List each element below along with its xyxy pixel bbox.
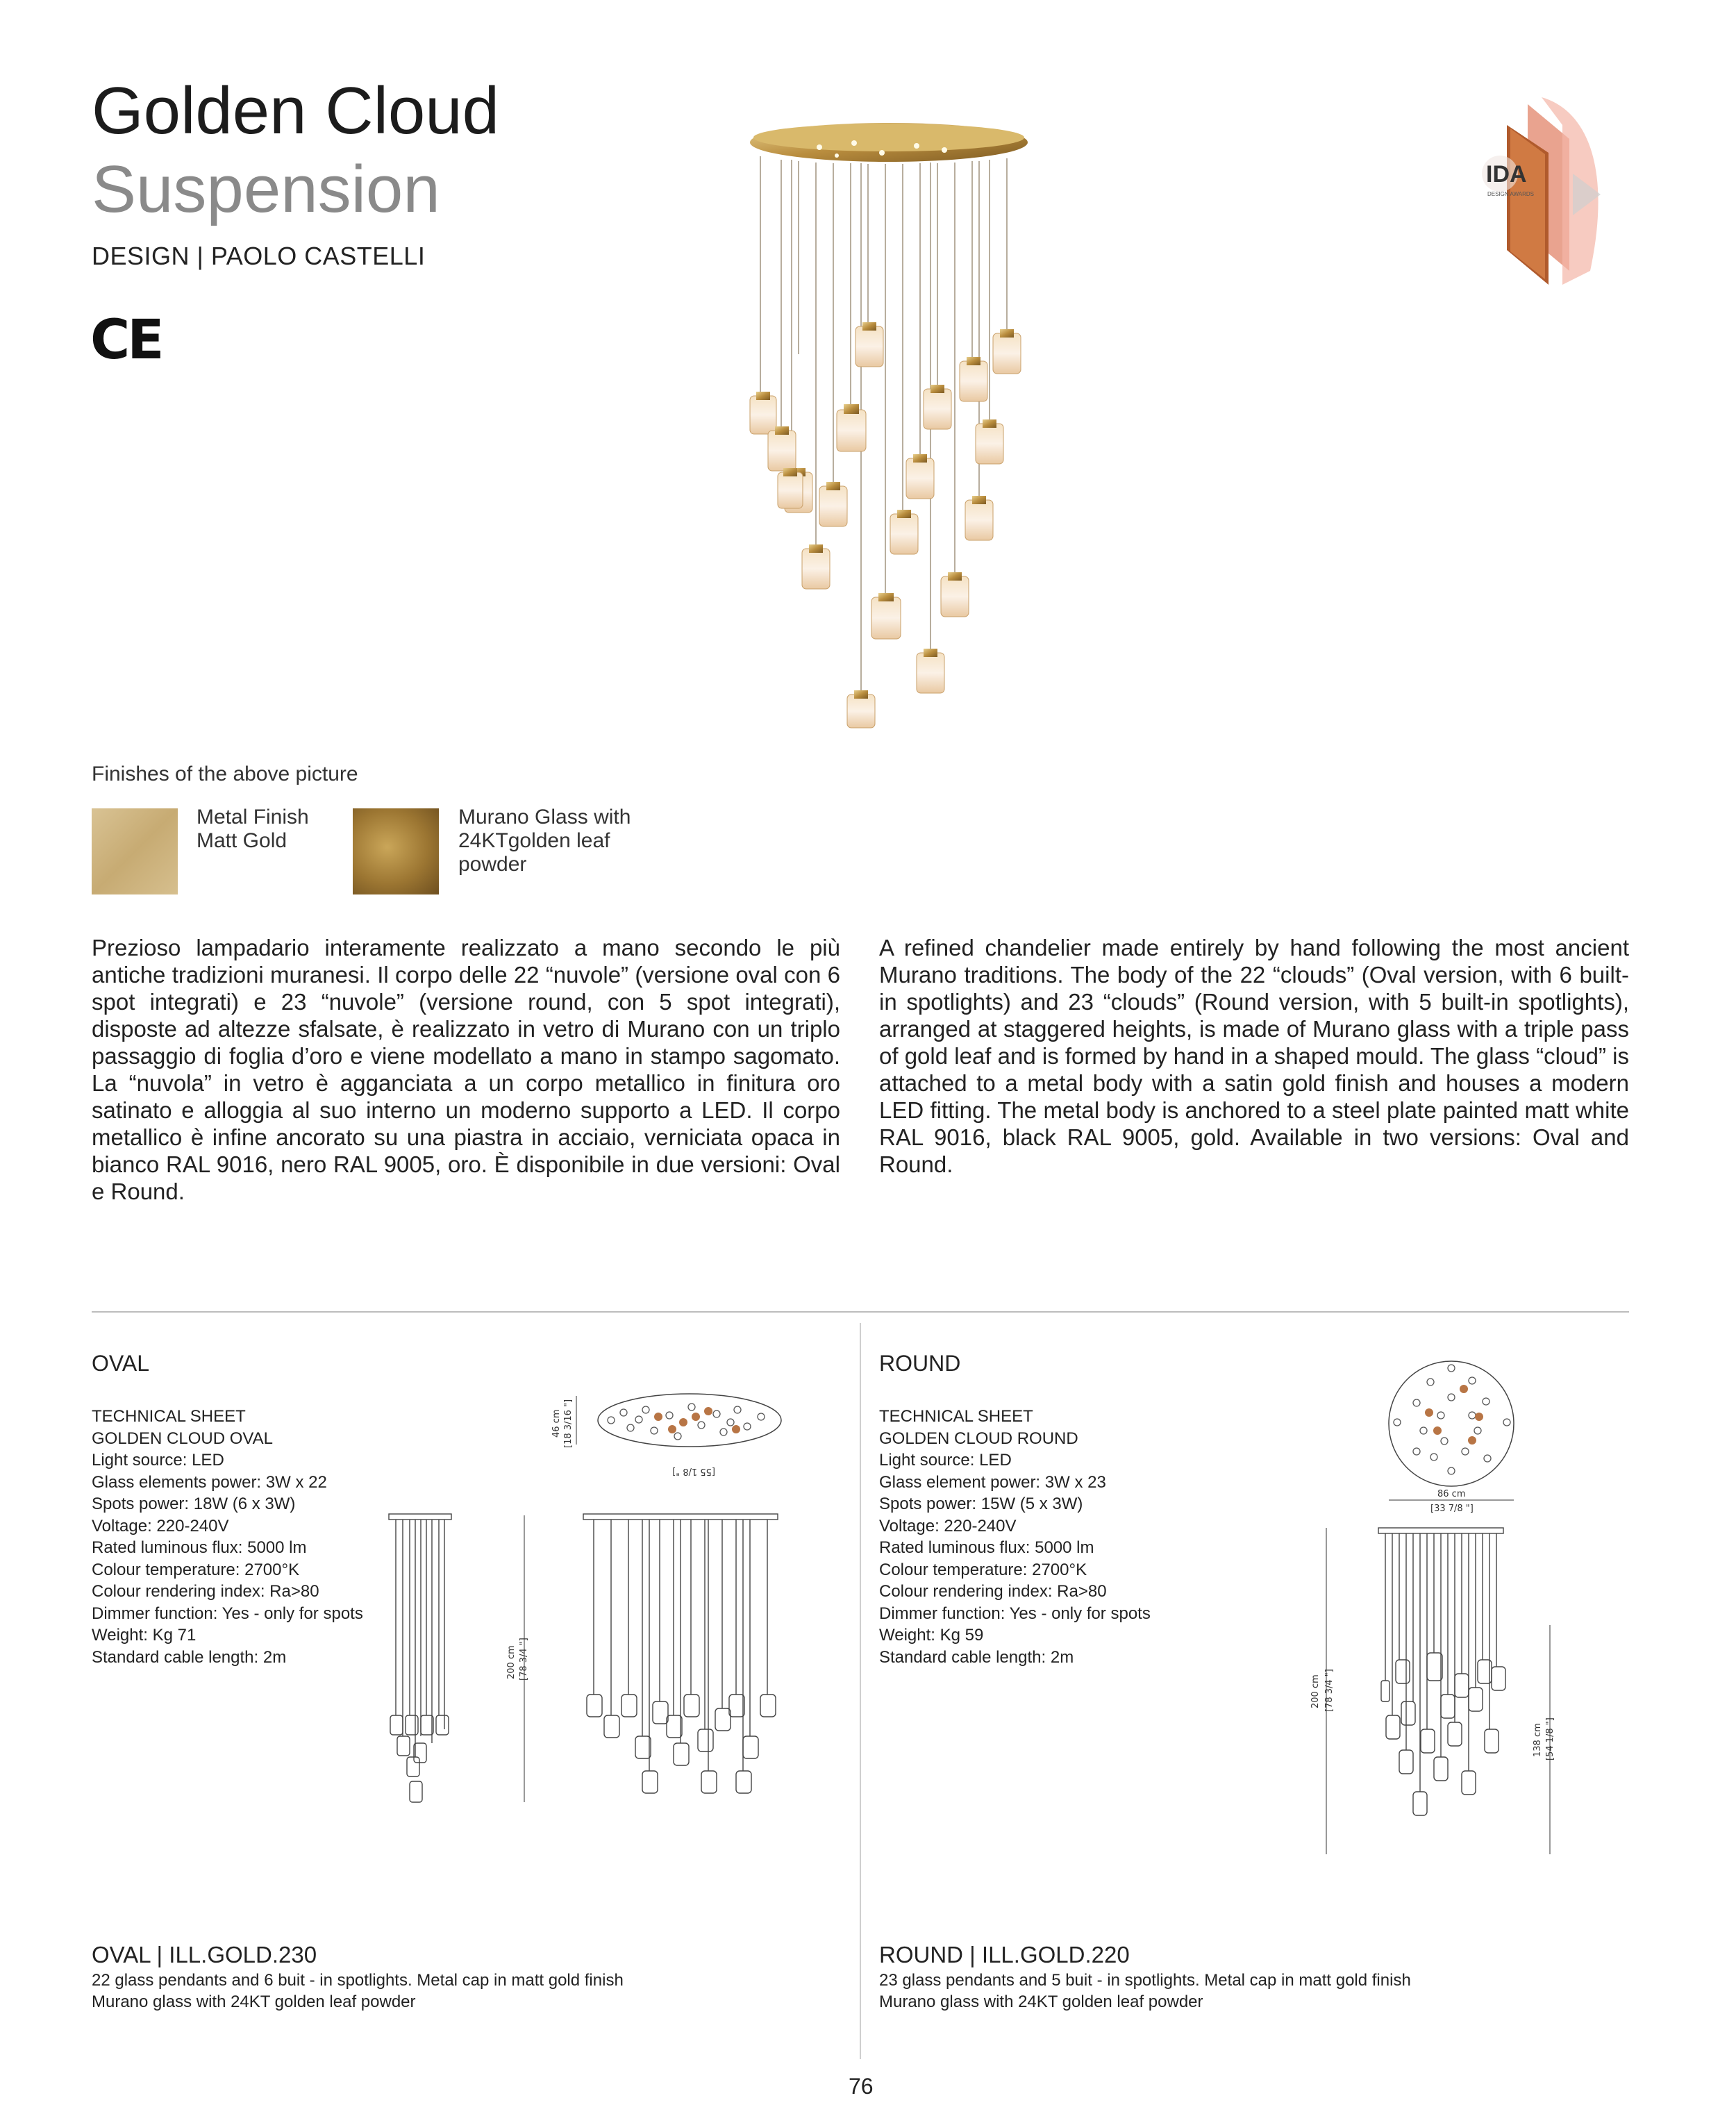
round-tech-line: Light source: LED xyxy=(879,1451,1012,1470)
oval-technical-sheet xyxy=(92,1406,363,1668)
page-subtitle: Suspension xyxy=(92,152,440,226)
oval-product-code: OVAL | ILL.GOLD.230 xyxy=(92,1942,317,1967)
oval-elevation-drawing xyxy=(375,1507,819,1826)
column-divider xyxy=(860,1323,861,2059)
ce-mark: CE xyxy=(90,309,162,372)
award-small-text: DESIGN AWARDS xyxy=(1487,191,1534,197)
metal-finish-line1: Metal Finish xyxy=(197,806,309,829)
round-drop-in-label: [54 1/8 "] xyxy=(1545,1717,1555,1761)
oval-section-title: OVAL xyxy=(92,1351,149,1376)
round-height-label: 200 cm xyxy=(1310,1674,1321,1708)
oval-height-in-label: [78 3/4 "] xyxy=(519,1638,529,1681)
round-height-in-label: [78 3/4 "] xyxy=(1324,1669,1335,1712)
oval-tech-line: Colour rendering index: Ra>80 xyxy=(92,1582,319,1601)
finishes-heading: Finishes of the above picture xyxy=(92,763,358,785)
round-desc-line2: Murano glass with 24KT golden leaf powder xyxy=(879,1992,1203,2011)
oval-desc-line1: 22 glass pendants and 6 buit - in spotlights. Metal cap in matt gold finish xyxy=(92,1971,624,1990)
oval-depth-in-label: [18 3/16 "] xyxy=(563,1399,574,1448)
page-title: Golden Cloud xyxy=(92,74,500,148)
round-product-code: ROUND | ILL.GOLD.220 xyxy=(879,1942,1130,1967)
round-elevation-drawing xyxy=(1299,1521,1576,1875)
round-tech-line: Colour temperature: 2700°K xyxy=(879,1560,1087,1579)
glass-finish-line2: 24KTgolden leaf xyxy=(458,829,610,852)
oval-tech-line: TECHNICAL SHEET xyxy=(92,1407,246,1426)
round-tech-line: Standard cable length: 2m xyxy=(879,1647,1074,1667)
award-text: IDA xyxy=(1486,161,1527,188)
metal-finish-swatch xyxy=(92,808,178,894)
metal-finish-label xyxy=(197,806,335,853)
oval-product-description xyxy=(92,1970,624,2013)
round-diameter-in-label: [33 7/8 "] xyxy=(1430,1504,1474,1514)
ida-award-logo xyxy=(1458,97,1618,292)
round-section-title: ROUND xyxy=(879,1351,961,1376)
round-tech-line: Spots power: 15W (5 x 3W) xyxy=(879,1495,1083,1513)
round-tech-line: Voltage: 220-240V xyxy=(879,1516,1017,1535)
oval-tech-line: Light source: LED xyxy=(92,1451,224,1470)
oval-tech-line: GOLDEN CLOUD OVAL xyxy=(92,1429,273,1448)
round-tech-line: Colour rendering index: Ra>80 xyxy=(879,1582,1107,1601)
round-drop-label: 138 cm xyxy=(1533,1723,1543,1757)
oval-depth-label: 46 cm xyxy=(551,1409,562,1438)
round-product-description xyxy=(879,1970,1411,2013)
oval-tech-line: Rated luminous flux: 5000 lm xyxy=(92,1538,307,1557)
glass-finish-label xyxy=(458,806,653,876)
round-tech-line: Weight: Kg 59 xyxy=(879,1626,984,1645)
round-desc-line1: 23 glass pendants and 5 buit - in spotlights. Metal cap in matt gold finish xyxy=(879,1971,1411,1990)
round-tech-line: TECHNICAL SHEET xyxy=(879,1407,1033,1426)
metal-finish-line2: Matt Gold xyxy=(197,829,287,852)
round-tech-line: GOLDEN CLOUD ROUND xyxy=(879,1429,1078,1448)
oval-tech-line: Standard cable length: 2m xyxy=(92,1647,287,1667)
glass-finish-swatch xyxy=(353,808,439,894)
page-number: 76 xyxy=(849,2074,874,2099)
oval-tech-line: Voltage: 220-240V xyxy=(92,1516,229,1535)
oval-plan-drawing xyxy=(535,1382,799,1486)
oval-height-label: 200 cm xyxy=(506,1645,517,1679)
oval-tech-line: Spots power: 18W (6 x 3W) xyxy=(92,1495,296,1513)
designer-credit: DESIGN | PAOLO CASTELLI xyxy=(92,242,426,270)
round-technical-sheet xyxy=(879,1406,1151,1668)
section-divider xyxy=(92,1311,1629,1313)
chandelier-photo xyxy=(694,104,1083,729)
oval-tech-line: Weight: Kg 71 xyxy=(92,1626,197,1645)
oval-width-in-label: [55 1/8 "] xyxy=(672,1466,715,1476)
glass-finish-line1: Murano Glass with xyxy=(458,806,631,829)
oval-tech-line: Glass elements power: 3W x 22 xyxy=(92,1472,327,1492)
round-tech-line: Dimmer function: Yes - only for spots xyxy=(879,1604,1151,1623)
oval-tech-line: Dimmer function: Yes - only for spots xyxy=(92,1604,363,1623)
round-diameter-label: 86 cm xyxy=(1437,1489,1466,1499)
round-tech-line: Rated luminous flux: 5000 lm xyxy=(879,1538,1094,1557)
glass-finish-line3: powder xyxy=(458,853,527,876)
oval-tech-line: Colour temperature: 2700°K xyxy=(92,1560,300,1579)
description-english: A refined chandelier made entirely by hand following the most ancient Murano traditions. The body of the 22 “clouds” (Oval version, with 6 built-in spotlights) and 23 “clouds” (Round version, with 5 built-in spotlights), arranged at staggered heights, is made of Murano glass with a triple pass of gold leaf and is formed by hand in a shaped mould. The glass “cloud” is attached to a metal body with a satin gold finish and houses a modern LED fitting. The metal body is anchored to a steel plate painted matt white RAL 9016, black RAL 9005, gold. Available in two versions: Oval and Round. xyxy=(879,935,1629,1177)
round-plan-drawing xyxy=(1368,1354,1535,1521)
round-tech-line: Glass element power: 3W x 23 xyxy=(879,1472,1106,1492)
description-italian: Prezioso lampadario interamente realizzato a mano secondo le più antiche tradizioni muranesi. Il corpo delle 22 “nuvole” (versione oval con 6 spot integrati) e 23 “nuvole” (versione round, con 5 spot integrati), disposte ad altezze sfalsate, è realizzato in vetro di Murano con un triplo passaggio di foglia d’oro e viene modellato a mano in stampo sagomato. La “nuvola” in vetro è agganciata a un corpo metallico in finitura oro satinato e alloggia al suo interno un moderno supporto a LED. Il corpo metallico è infine ancorato su una piastra in acciaio, verniciata opaca in bianco RAL 9016, nero RAL 9005, oro. È disponibile in due versioni: Oval e Round. xyxy=(92,935,840,1204)
oval-desc-line2: Murano glass with 24KT golden leaf powder xyxy=(92,1992,416,2011)
